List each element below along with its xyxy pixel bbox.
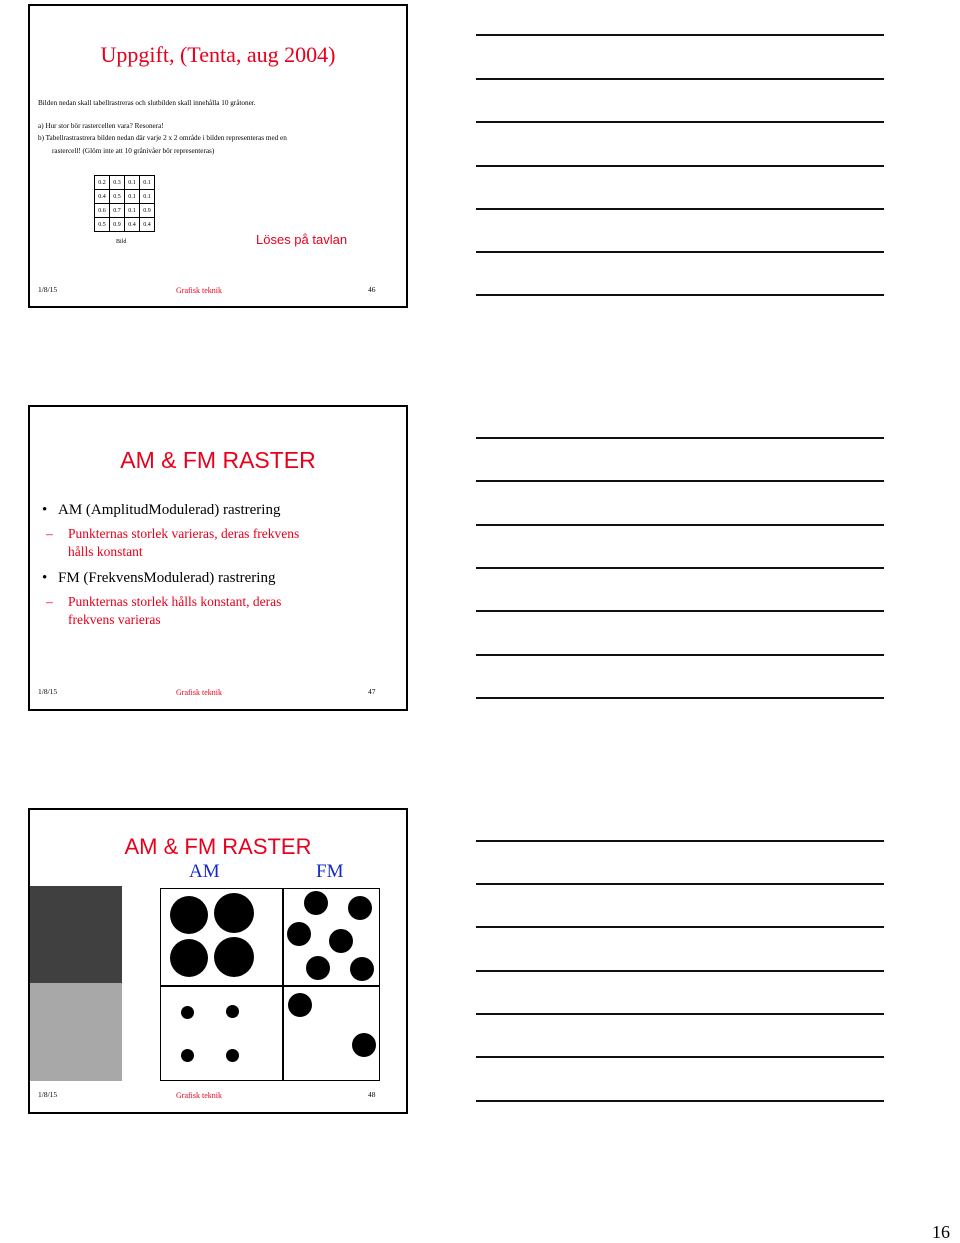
grid-cell: 0.1 <box>125 204 140 218</box>
note-line <box>476 251 884 253</box>
footer-date: 1/8/15 <box>38 687 58 696</box>
am-dot <box>181 1049 194 1062</box>
fm-dot <box>348 896 372 920</box>
bullet-mark: • <box>42 502 48 518</box>
note-line <box>476 1056 884 1058</box>
note-line <box>476 78 884 80</box>
note-line <box>476 121 884 123</box>
grid-cell: 0.9 <box>140 204 155 218</box>
bullet-fm <box>42 569 392 587</box>
grid-cell: 0.4 <box>95 190 110 204</box>
solve-note: Löses på tavlan <box>256 232 348 247</box>
note-line <box>476 1100 884 1102</box>
bullet-am <box>42 501 392 519</box>
note-line <box>476 654 884 656</box>
grid-cell: 0.4 <box>125 218 140 232</box>
grid-cell: 0.3 <box>110 176 125 190</box>
dash-mark: – <box>46 594 53 609</box>
grid-cell: 0.5 <box>95 218 110 232</box>
footer-date: 1/8/15 <box>38 1090 58 1099</box>
bullet-mark: • <box>42 570 48 586</box>
sub-bullet-fm <box>46 593 376 629</box>
bullet-text: AM (AmplitudModulerad) rastrering <box>58 502 281 518</box>
footer-title: Grafisk teknik <box>176 1091 222 1100</box>
light-gray-patch <box>28 983 122 1081</box>
fm-dot <box>304 891 328 915</box>
grid-cell: 0.1 <box>140 190 155 204</box>
slide-47 <box>28 405 408 711</box>
note-line <box>476 437 884 439</box>
am-dot <box>214 937 254 977</box>
note-line <box>476 883 884 885</box>
note-line <box>476 34 884 36</box>
footer-date: 1/8/15 <box>38 285 58 294</box>
grid-cell: 0.1 <box>140 176 155 190</box>
note-line <box>476 524 884 526</box>
fm-dot <box>306 956 330 980</box>
fm-dot <box>352 1033 376 1057</box>
sub-bullet-line-2: frekvens varieras <box>68 612 161 627</box>
footer-title: Grafisk teknik <box>176 688 222 697</box>
am-dot <box>214 893 254 933</box>
slide-title: AM & FM RASTER <box>120 447 316 473</box>
grid-cell: 0.9 <box>110 218 125 232</box>
am-label: AM <box>189 861 220 882</box>
fm-dot <box>329 929 353 953</box>
image-value-grid <box>94 175 155 232</box>
note-line <box>476 480 884 482</box>
grid-cell: 0.4 <box>140 218 155 232</box>
bullet-text: FM (FrekvensModulerad) rastrering <box>58 570 276 586</box>
fm-light-cell <box>282 986 380 1081</box>
note-line <box>476 697 884 699</box>
fm-dot <box>350 957 374 981</box>
sub-bullet-am <box>46 525 376 561</box>
note-line <box>476 165 884 167</box>
footer-slide-number: 46 <box>368 285 376 294</box>
question-b-line-2: rastercell! (Glöm inte att 10 grånivåer bör representeras) <box>52 147 215 155</box>
question-b-line-1: b) Tabellrastrastrera bilden nedan där varje 2 x 2 område i bilden representeras med en <box>38 134 287 142</box>
sub-bullet-line-1: Punkternas storlek varieras, deras frekvens <box>68 526 300 541</box>
note-line <box>476 1013 884 1015</box>
grid-cell: 0.2 <box>95 176 110 190</box>
grid-caption: Bild <box>116 239 127 245</box>
fm-dot <box>288 993 312 1017</box>
note-line <box>476 567 884 569</box>
note-line <box>476 208 884 210</box>
note-line <box>476 294 884 296</box>
fm-label: FM <box>316 861 344 882</box>
sub-bullet-line-1: Punkternas storlek hålls konstant, deras <box>68 594 282 609</box>
note-line <box>476 610 884 612</box>
grid-cell: 0.6 <box>95 204 110 218</box>
am-dot <box>226 1005 239 1018</box>
slide-46 <box>28 4 408 308</box>
grid-cell: 0.1 <box>125 190 140 204</box>
footer-slide-number: 48 <box>368 1090 376 1099</box>
question-a: a) Hur stor bör rastercellen vara? Resonera! <box>38 122 164 130</box>
footer-slide-number: 47 <box>368 687 376 696</box>
am-dot <box>226 1049 239 1062</box>
task-intro: Bilden nedan skall tabellrastreras och slutbilden skall innehålla 10 gråtoner. <box>38 99 256 107</box>
slide-48 <box>28 808 408 1114</box>
page-number: 16 <box>932 1222 950 1242</box>
fm-dark-cell <box>282 888 380 986</box>
dash-mark: – <box>46 526 53 541</box>
grid-cell: 0.7 <box>110 204 125 218</box>
dark-gray-patch <box>28 886 122 983</box>
note-line <box>476 840 884 842</box>
slide-title: AM & FM RASTER <box>124 834 312 859</box>
note-line <box>476 970 884 972</box>
slide-title: Uppgift, (Tenta, aug 2004) <box>100 42 336 67</box>
sub-bullet-line-2: hålls konstant <box>68 544 143 559</box>
grid-cell: 0.5 <box>110 190 125 204</box>
am-dot <box>170 896 208 934</box>
am-dot <box>181 1006 194 1019</box>
fm-dot <box>287 922 311 946</box>
footer-title: Grafisk teknik <box>176 286 222 295</box>
grid-cell: 0.1 <box>125 176 140 190</box>
am-dark-cell <box>160 888 284 986</box>
am-light-cell <box>160 986 284 1081</box>
note-line <box>476 926 884 928</box>
am-dot <box>170 939 208 977</box>
